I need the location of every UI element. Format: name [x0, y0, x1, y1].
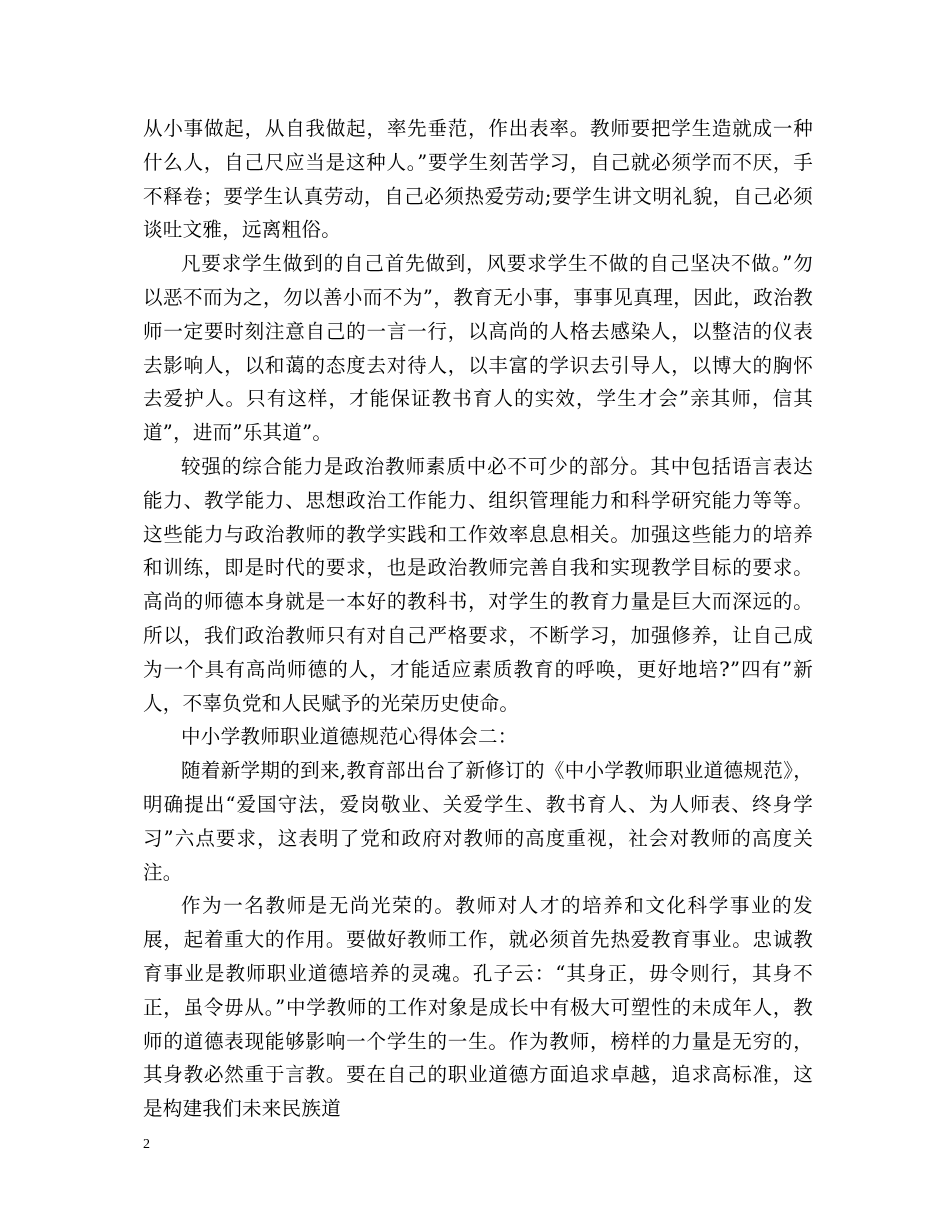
paragraph-comprehensive-ability: 较强的综合能力是政治教师素质中必不可少的部分。其中包括语言表达能力、教学能力、思想政治工作能力、组织管理能力和科学研究能力等等。这些能力与政治教师的教学实践和工作效率息息相关。加强这些能力的培养和训练，即是时代的要求，也是政治教师完善自我和实现教学目标的要求。高尚的师德本身就是一本好的教科书，对学生的教育力量是巨大而深远的。所以，我们政治教师只有对自己严格要求，不断学习，加强修养，让自己成为一个具有高尚师德的人，才能适应素质教育的呼唤，更好地培?”四有”新人，不辜负党和人民赋予的光荣历史使命。: [143, 454, 813, 715]
section-heading: 中小学教师职业道德规范心得体会二：: [181, 725, 518, 749]
document-body: [143, 112, 813, 1126]
paragraph-teacher-honor: 作为一名教师是无尚光荣的。教师对人才的培养和文化科学事业的发展，起着重大的作用。要做好教师工作，就必须首先热爱教育事业。忠诚教育事业是教师职业道德培养的灵魂。孔子云：“其身正，毋令则行，其身不正，虽令毋从。”中学教师的工作对象是成长中有极大可塑性的未成年人，教师的道德表现能够影响一个学生的一生。作为教师，榜样的力量是无穷的，其身教必然重于言教。要在自己的职业道德方面追求卓越，追求高标准，这是构建我们未来民族道: [143, 894, 813, 1121]
paragraph-new-code: 随着新学期的到来,教育部出台了新修订的《中小学教师职业道德规范》，明确提出“爱国守法，爱岗敬业、关爱学生、教书育人、为人师表、终身学习”六点要求，这表明了党和政府对教师的高度重视，社会对教师的高度关注。: [143, 759, 813, 884]
page-number: 2: [143, 1137, 150, 1152]
paragraph-continuation: 从小事做起，从自我做起，率先垂范，作出表率。教师要把学生造就成一种什么人，自己尺应当是这种人。”要学生刻苦学习，自己就必须学而不厌，手不释卷；要学生认真劳动，自己必须热爱劳动;要学生讲文明礼貌，自己必须谈吐文雅，远离粗俗。: [143, 117, 813, 242]
paragraph-lead-by-example: 凡要求学生做到的自己首先做到，风要求学生不做的自己坚决不做。”勿以恶不而为之，勿以善小而不为”，教育无小事，事事见真理，因此，政治教师一定要时刻注意自己的一言一行，以高尚的人格去感染人，以整洁的仪表去影响人，以和蔼的态度去对待人，以丰富的学识去引导人，以博大的胸怀去爱护人。只有这样，才能保证教书育人的实效，学生才会”亲其师，信其道”，进而”乐其道”。: [143, 252, 813, 445]
